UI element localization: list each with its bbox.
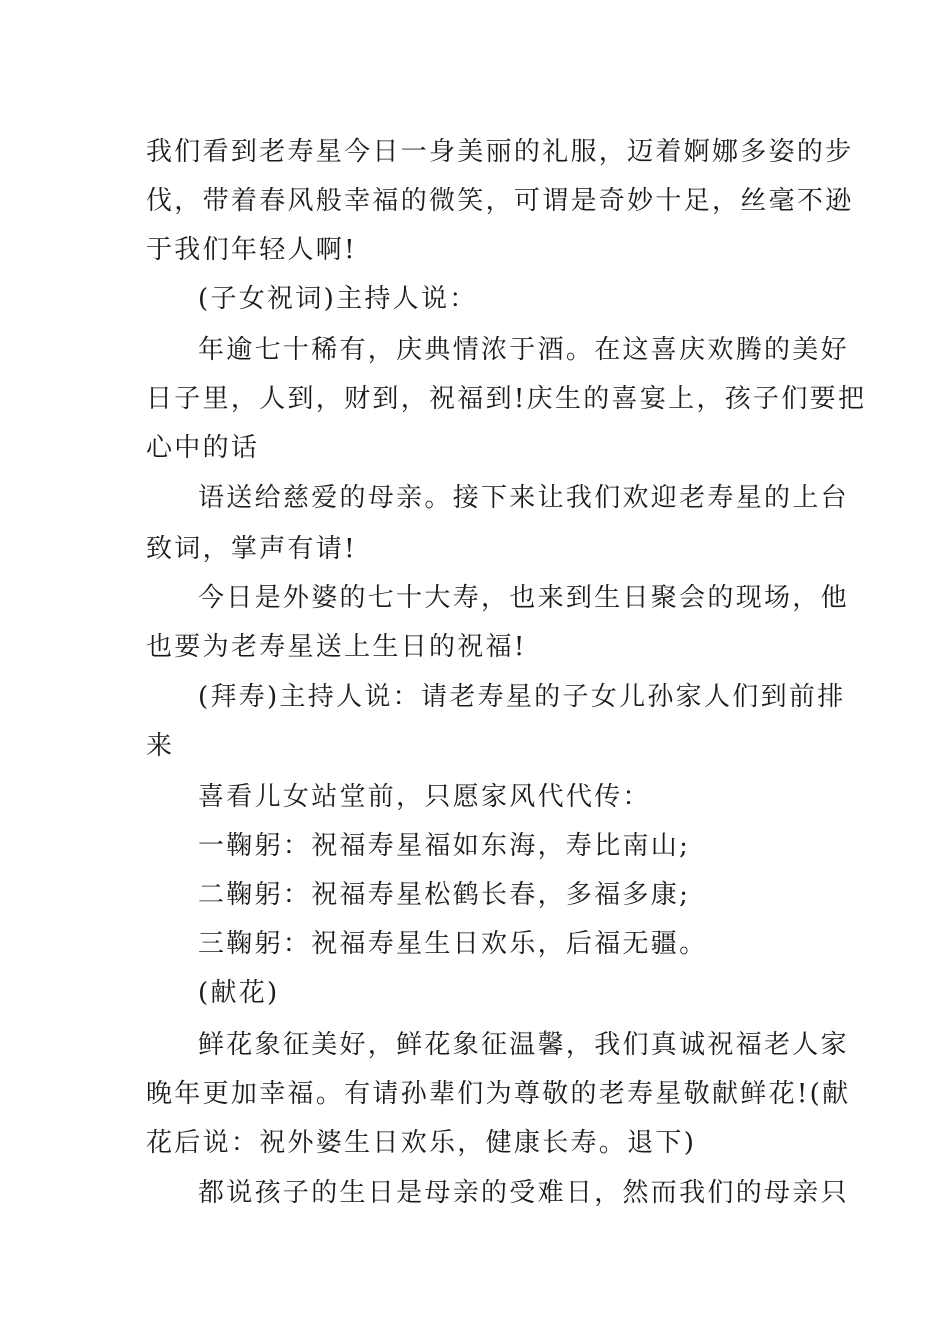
text-line: 一鞠躬：祝福寿星福如东海，寿比南山;: [198, 831, 691, 861]
text-line: 都说孩子的生日是母亲的受难日，然而我们的母亲只: [198, 1178, 849, 1208]
text-line: 二鞠躬：祝福寿星松鹤长春，多福多康;: [198, 880, 691, 910]
text-line: 年逾七十稀有，庆典情浓于酒。在这喜庆欢腾的美好: [198, 335, 849, 365]
text-line: (子女祝词)主持人说：: [198, 284, 478, 314]
text-line: 伐，带着春风般幸福的微笑，可谓是奇妙十足，丝毫不逊: [146, 186, 854, 216]
text-line: 致词，掌声有请!: [146, 534, 357, 564]
text-line: 今日是外婆的七十大寿，也来到生日聚会的现场，他: [198, 583, 849, 613]
text-line: 三鞠躬：祝福寿星生日欢乐，后福无疆。: [198, 929, 708, 959]
text-line: 喜看儿女站堂前，只愿家风代代传：: [198, 782, 651, 812]
text-line: 语送给慈爱的母亲。接下来让我们欢迎老寿星的上台: [198, 483, 849, 513]
text-line: 我们看到老寿星今日一身美丽的礼服，迈着婀娜多姿的步: [146, 137, 854, 167]
text-line: 晚年更加幸福。有请孙辈们为尊敬的老寿星敬献鲜花!(献: [146, 1079, 851, 1109]
text-line: 鲜花象征美好，鲜花象征温馨，我们真诚祝福老人家: [198, 1030, 849, 1060]
text-line: 日子里，人到，财到，祝福到!庆生的喜宴上，孩子们要把: [146, 384, 867, 414]
text-line: (献花): [198, 978, 280, 1008]
text-line: 来: [146, 731, 175, 761]
text-line: 心中的话: [146, 433, 260, 463]
text-line: 花后说：祝外婆生日欢乐，健康长寿。退下): [146, 1128, 697, 1158]
text-line: 也要为老寿星送上生日的祝福!: [146, 632, 527, 662]
text-line: (拜寿)主持人说：请老寿星的子女儿孙家人们到前排: [198, 682, 846, 712]
text-line: 于我们年轻人啊!: [146, 235, 357, 265]
